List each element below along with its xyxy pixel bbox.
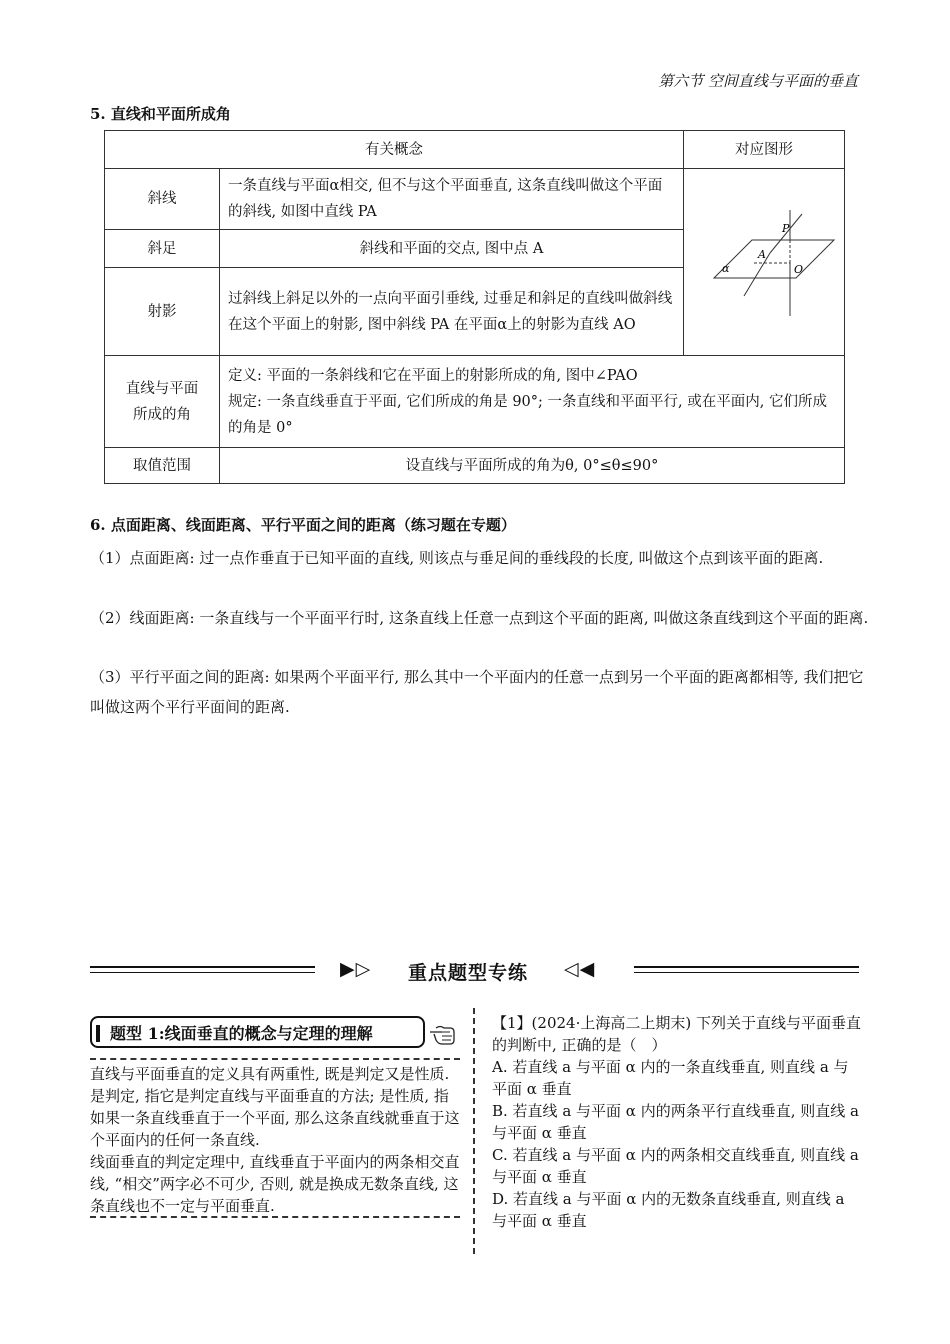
option-b: B. 若直线 a 与平面 α 内的两条平行直线垂直, 则直线 a 与平面 α 垂直 <box>492 1102 859 1142</box>
desc-angle-definition: 定义: 平面的一条斜线和它在平面上的射影所成的角, 图中∠PAO <box>228 367 638 384</box>
banner-rule-left-top <box>90 966 315 968</box>
distance-line-plane: （2）线面距离: 一条直线与一个平面平行时, 这条直线上任意一点到这个平面的距离, 叫做这条直线到这个平面的距离. <box>90 609 869 627</box>
section6-title: 6. 点面距离、线面距离、平行平面之间的距离（练习题在专题） <box>90 516 516 534</box>
plane-line-figure <box>684 198 844 318</box>
desc-oblique-line: 一条直线与平面α相交, 但不与这个平面垂直, 这条直线叫做这个平面的斜线, 如图中直线 PA <box>220 169 684 230</box>
banner-right-arrows: ◁◀ <box>564 958 596 980</box>
type1-para1: 直线与平面垂直的定义具有两重性, 既是判定又是性质. 是判定, 指它是判定直线与平面垂直的方法; 是性质, 指如果一条直线垂直于一个平面, 那么这条直线就垂直于这个平面内的任何一条直线. <box>90 1065 460 1149</box>
pointing-hand-icon <box>428 1022 460 1046</box>
divider-top <box>90 1058 460 1060</box>
distance-parallel-planes: （3）平行平面之间的距离: 如果两个平面平行, 那么其中一个平面内的任意一点到另一个平面的距离都相等, 我们把它叫做这两个平行平面间的距离. <box>90 668 864 716</box>
distance-point-plane: （1）点面距离: 过一点作垂直于已知平面的直线, 则该点与垂足间的垂线段的长度, 叫做这个点到该平面的距离. <box>90 549 824 567</box>
label-o: O <box>794 262 804 276</box>
desc-angle-rule: 规定: 一条直线垂直于平面, 它们所成的角是 90°; 一条直线和平面平行, 或在平面内, 它们所成的角是 0° <box>228 393 827 436</box>
divider-bottom <box>90 1216 460 1218</box>
option-d: D. 若直线 a 与平面 α 内的无数条直线垂直, 则直线 a 与平面 α 垂直 <box>492 1190 845 1230</box>
banner-title: 重点题型专练 <box>408 962 529 984</box>
label-a: A <box>758 247 766 261</box>
banner-rule-right-top <box>634 966 859 968</box>
page-header: 第六节 空间直线与平面的垂直 <box>658 72 858 90</box>
title-bar-marker <box>96 1025 100 1042</box>
label-alpha: α <box>722 261 730 275</box>
desc-angle <box>220 356 845 448</box>
term-oblique-line: 斜线 <box>105 169 220 230</box>
question1 <box>492 1012 862 1232</box>
term-projection: 射影 <box>105 268 220 356</box>
desc-foot: 斜线和平面的交点, 图中点 A <box>220 230 684 268</box>
type1-para2: 线面垂直的判定定理中, 直线垂直于平面内的两条相交直线, “相交”两字必不可少, 否则, 就是换成无数条直线, 这条直线也不一定与平面垂直. <box>90 1153 460 1215</box>
type1-title-box <box>90 1016 425 1048</box>
label-p: P <box>782 221 790 235</box>
figure-cell <box>684 169 845 356</box>
section5-title: 5. 直线和平面所成角 <box>90 105 231 123</box>
column-divider <box>473 1008 475 1254</box>
term-range: 取值范围 <box>105 448 220 484</box>
oblique-line-lower <box>744 253 770 296</box>
banner-rule-left-bottom <box>90 972 315 973</box>
plane-alpha <box>714 240 834 278</box>
term-foot: 斜足 <box>105 230 220 268</box>
table-header-figure: 对应图形 <box>684 131 845 169</box>
desc-projection: 过斜线上斜足以外的一点向平面引垂线, 过垂足和斜足的直线叫做斜线在这个平面上的射影, 图中斜线 PA 在平面α上的射影为直线 AO <box>220 268 684 356</box>
option-c: C. 若直线 a 与平面 α 内的两条相交直线垂直, 则直线 a 与平面 α 垂直 <box>492 1146 859 1186</box>
banner-left-arrows: ▶▷ <box>340 958 372 980</box>
banner-rule-right-bottom <box>634 972 859 973</box>
table-header-concept: 有关概念 <box>105 131 684 169</box>
term-angle: 直线与平面所成的角 <box>105 356 220 448</box>
desc-range: 设直线与平面所成的角为θ, 0°≤θ≤90° <box>220 448 845 484</box>
question1-stem: 【1】(2024·上海高二上期末) 下列关于直线与平面垂直的判断中, 正确的是（ ） <box>492 1014 861 1054</box>
concept-table <box>104 130 845 484</box>
type1-explanation <box>90 1063 460 1217</box>
type1-title: 题型 1:线面垂直的概念与定理的理解 <box>110 1024 373 1043</box>
option-a: A. 若直线 a 与平面 α 内的一条直线垂直, 则直线 a 与平面 α 垂直 <box>492 1058 849 1098</box>
